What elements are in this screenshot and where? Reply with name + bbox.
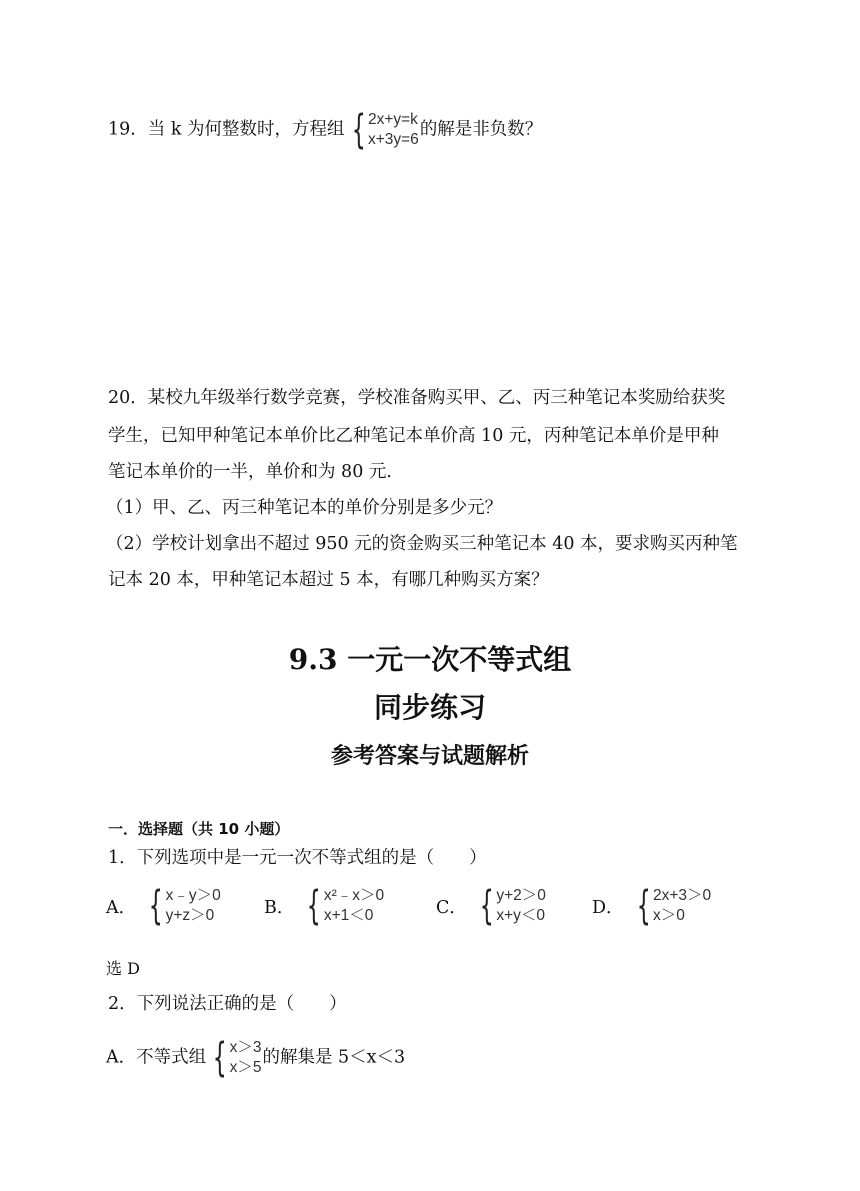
q19-prefix: 19．当 k 为何整数时，方程组 — [108, 119, 345, 140]
inequality-1: 2x+3＞0 — [652, 887, 712, 904]
inequality-1: x＞3 — [229, 1039, 262, 1056]
question-2-stem: 2．下列说法正确的是（ ） — [108, 994, 347, 1014]
inequality-2: y+z＞0 — [165, 907, 215, 924]
question-19 — [108, 107, 543, 153]
q1-option-d — [592, 883, 712, 929]
brace-icon: { — [148, 883, 163, 929]
q1-answer: 选 D — [106, 959, 140, 978]
equation-1: 2x+y=k — [367, 111, 418, 128]
option-label: D． — [592, 897, 624, 918]
q1-option-b — [264, 883, 385, 929]
q2-option-a — [106, 1035, 406, 1081]
equation-system — [346, 107, 419, 153]
equation-2: x+3y=6 — [367, 131, 419, 148]
q20-line-2: 学生，已知甲种笔记本单价比乙种笔记本单价高 10 元，丙种笔记本单价是甲种 — [108, 426, 719, 446]
q19-suffix: 的解是非负数？ — [419, 119, 543, 140]
brace-icon: { — [479, 883, 494, 929]
q20-line-1: 20．某校九年级举行数学竞赛，学校准备购买甲、乙、丙三种笔记本奖励给获奖 — [108, 388, 726, 408]
brace-icon: { — [307, 883, 322, 929]
inequality-1: x﹣y＞0 — [165, 887, 221, 904]
q20-part-2b: 记本 20 本，甲种笔记本超过 5 本，有哪几种购买方案？ — [108, 570, 549, 590]
q1-option-c — [436, 883, 547, 929]
brace-icon: { — [351, 107, 366, 153]
q1-option-a — [106, 883, 222, 929]
q20-part-2a: （2）学校计划拿出不超过 950 元的资金购买三种笔记本 40 本，要求购买丙种笔 — [106, 534, 738, 554]
brace-icon: { — [212, 1035, 227, 1081]
inequality-1: y+2＞0 — [496, 887, 546, 904]
inequality-2: x+y＜0 — [496, 907, 546, 924]
q20-part-1: （1）甲、乙、丙三种笔记本的单价分别是多少元？ — [106, 498, 503, 518]
inequality-2: x+1＜0 — [323, 907, 374, 924]
option-label: C． — [436, 897, 467, 918]
inequality-1: x²﹣x＞0 — [323, 887, 385, 904]
option-a-suffix: 的解集是 5＜x＜3 — [262, 1047, 406, 1068]
section-heading: 一．选择题（共 10 小题） — [108, 820, 290, 838]
answers-heading: 参考答案与试题解析 — [330, 743, 529, 769]
inequality-2: x＞0 — [652, 907, 685, 924]
page-subtitle: 同步练习 — [373, 691, 486, 724]
option-label: B． — [264, 897, 295, 918]
inequality-2: x＞5 — [229, 1059, 262, 1076]
brace-icon: { — [636, 883, 651, 929]
question-1-stem: 1．下列选项中是一元一次不等式组的是（ ） — [108, 848, 487, 868]
page-title: 9.3 一元一次不等式组 — [288, 643, 572, 676]
option-a-prefix: A．不等式组 — [106, 1047, 207, 1068]
option-label: A． — [106, 897, 137, 918]
q20-line-3: 笔记本单价的一半，单价和为 80 元. — [108, 462, 392, 482]
